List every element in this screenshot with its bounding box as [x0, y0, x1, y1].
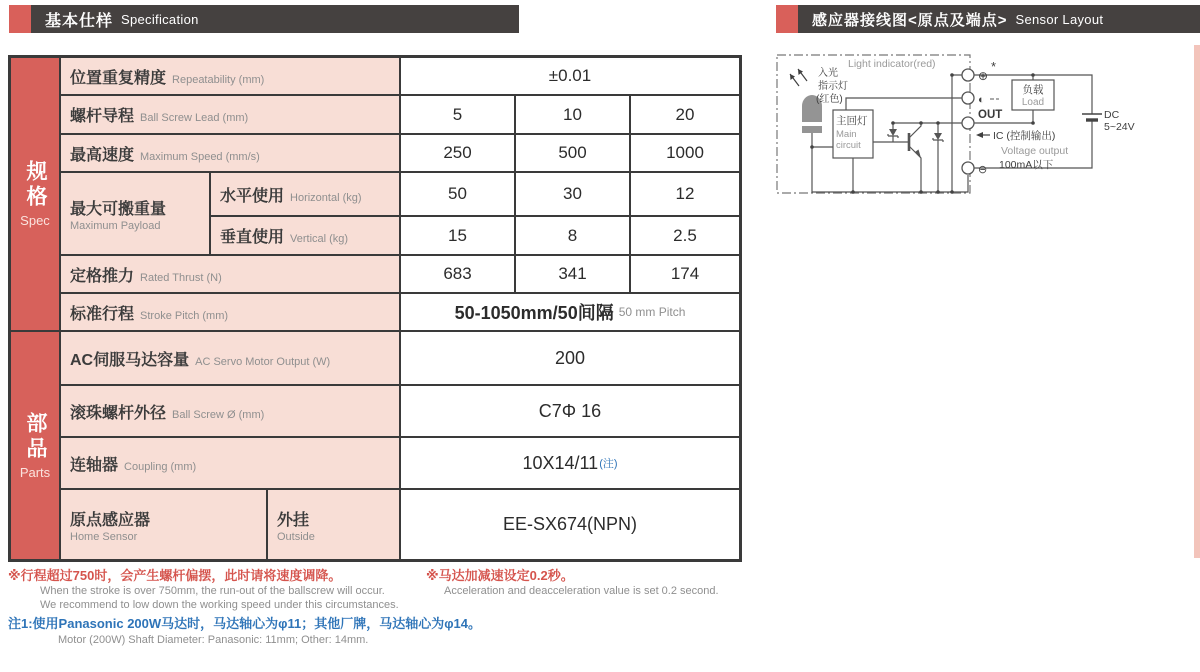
row-home-sensor-label	[60, 489, 267, 560]
sidebar-spec	[10, 57, 60, 331]
accel-note-zh: ※马达加减速设定0.2秒。	[426, 568, 574, 583]
value-coupling-text: 10X14/11	[522, 452, 599, 473]
value-coupling	[400, 437, 740, 489]
label-en: Rated Thrust (N)	[140, 271, 222, 284]
lamp-terminal-symbol: ◐	[978, 94, 985, 106]
minus-terminal-symbol: ⊖	[978, 164, 988, 176]
row-coupling-label	[60, 437, 400, 489]
label-zh: 位置重复精度	[70, 69, 167, 87]
stroke-note-zh: ※行程超过750时，会产生螺杆偏摆，此时请将速度调降。	[8, 568, 342, 583]
value-coupling-note-sup: (注)	[599, 458, 618, 470]
label-en: Ball Screw Ø (mm)	[172, 408, 265, 421]
sidebar-spec-zh: 规格	[24, 160, 47, 210]
label-zh: 最高速度	[70, 146, 135, 164]
terminal-circles	[962, 69, 974, 174]
label-en: Horizontal (kg)	[290, 191, 362, 204]
load-en: Load	[1021, 97, 1045, 108]
sensor-section-header	[776, 5, 1200, 33]
label-zh: 连轴器	[70, 456, 119, 474]
value-speed-3: 1000	[630, 134, 740, 172]
sidebar-parts-zh: 部品	[24, 411, 47, 462]
out-terminal-label: OUT	[978, 109, 1003, 121]
main-circuit-en1: Main	[836, 129, 857, 140]
value-lead-3: 20	[630, 95, 740, 134]
value-payload-v-2: 8	[515, 216, 630, 255]
in-light-label-3: (红色)	[816, 94, 843, 105]
transistor-emitter-arrow	[915, 150, 921, 159]
sidebar-parts	[10, 331, 60, 560]
accel-note	[426, 567, 753, 612]
row-lead-label	[60, 95, 400, 134]
row-stroke-label	[60, 293, 400, 331]
label-zh: 最大可搬重量	[70, 200, 167, 218]
in-light-label-1: 入光	[818, 68, 838, 79]
row-repeatability-label	[60, 57, 400, 95]
spec-section-header	[9, 5, 519, 33]
dc-voltage-label: 5~24V	[1104, 121, 1135, 133]
row-speed-label	[60, 134, 400, 172]
label-zh: 垂直使用	[220, 229, 285, 246]
light-indicator-label: Light indicator(red)	[848, 58, 936, 70]
label-en: Home Sensor	[70, 530, 138, 543]
footnotes	[8, 567, 753, 647]
label-en: Coupling (mm)	[124, 460, 197, 473]
label-zh: 定格推力	[70, 267, 135, 285]
sidebar-spec-en: Spec	[20, 213, 50, 228]
value-thrust-2: 341	[515, 255, 630, 293]
row-motor-label	[60, 331, 400, 385]
label-zh: 滚珠螺杆外径	[70, 404, 167, 422]
value-speed-1: 250	[400, 134, 515, 172]
value-payload-h-2: 30	[515, 172, 630, 216]
label-zh: AC伺服马达容量	[70, 351, 190, 369]
value-stroke	[400, 293, 740, 331]
current-limit-label: 100mA以下	[999, 159, 1054, 171]
specification-table	[8, 55, 742, 562]
sensor-wiring-diagram	[775, 48, 1195, 213]
load-zh: 负载	[1022, 84, 1044, 96]
label-en: AC Servo Motor Output (W)	[195, 355, 331, 368]
ic-arrow-head	[976, 132, 983, 138]
label-en: Vertical (kg)	[290, 233, 349, 245]
value-payload-v-3: 2.5	[630, 216, 740, 255]
value-lead-2: 10	[515, 95, 630, 134]
red-accent-square	[776, 5, 798, 33]
sensor-header-bar	[798, 5, 1200, 33]
main-circuit-zh: 主回灯	[836, 115, 868, 127]
value-stroke-en: 50 mm Pitch	[618, 305, 686, 319]
row-home-sensor-outside-label	[267, 489, 400, 560]
value-payload-h-1: 50	[400, 172, 515, 216]
label-en: Outside	[277, 530, 315, 543]
value-repeatability: ±0.01	[400, 57, 740, 95]
value-lead-1: 5	[400, 95, 515, 134]
main-circuit-en2: circuit	[836, 140, 861, 151]
row-thrust-label	[60, 255, 400, 293]
label-en: Maximum Speed (mm/s)	[140, 150, 260, 163]
spec-header-bar	[31, 5, 519, 33]
label-zh: 外挂	[277, 511, 310, 529]
label-en: Maximum Payload	[70, 219, 161, 232]
battery-icon	[1082, 114, 1102, 120]
value-thrust-1: 683	[400, 255, 515, 293]
stroke-note	[8, 567, 426, 612]
in-light-label-2: 指示灯	[818, 81, 848, 92]
stroke-note-en2: We recommend to low down the working speed under this circumstances.	[40, 599, 399, 611]
row-payload-vertical-label	[210, 216, 400, 255]
motor-note-zh: 注1:使用Panasonic 200W马达时，马达轴心为φ11；其他厂牌，马达轴心为φ14。	[8, 616, 481, 631]
asterisk-mark: *	[991, 59, 997, 74]
spec-header-title-zh: 基本仕样	[45, 12, 114, 30]
motor-note-en: Motor (200W) Shaft Diameter: Panasonic: 11mm; Other: 14mm.	[58, 634, 369, 646]
value-motor: 200	[400, 331, 740, 385]
page-edge-strip	[1194, 45, 1200, 558]
value-thrust-3: 174	[630, 255, 740, 293]
stroke-note-en1: When the stroke is over 750mm, the run-out of the ballscrew will occur.	[40, 585, 385, 597]
label-en: Stroke Pitch (mm)	[140, 309, 229, 322]
label-zh: 原点感应器	[70, 511, 151, 529]
ic-label: IC (控制输出)	[993, 130, 1056, 142]
label-zh: 标准行程	[70, 305, 135, 323]
value-home-sensor: EE-SX674(NPN)	[400, 489, 740, 560]
value-speed-2: 500	[515, 134, 630, 172]
plus-terminal-symbol: ⊕	[978, 69, 989, 83]
accel-note-en: Acceleration and deacceleration value is set 0.2 second.	[444, 585, 719, 597]
row-payload-horizontal-label	[210, 172, 400, 216]
row-screw-dia-label	[60, 385, 400, 437]
dc-label: DC	[1104, 109, 1120, 121]
label-zh: 水平使用	[220, 187, 285, 205]
voltage-output-label: Voltage output	[1001, 145, 1069, 157]
label-zh: 螺杆导程	[70, 108, 135, 125]
sensor-header-title-zh: 感应器接线图<原点及端点>	[812, 11, 1008, 29]
label-en: Ball Screw Lead (mm)	[140, 112, 249, 124]
value-stroke-zh: 50-1050mm/50间隔	[454, 303, 614, 323]
value-payload-v-1: 15	[400, 216, 515, 255]
spec-header-title-en: Specification	[121, 11, 199, 27]
row-payload-label	[60, 172, 210, 255]
sensor-header-title-en: Sensor Layout	[1015, 11, 1104, 27]
red-accent-square	[9, 5, 31, 33]
label-en: Repeatability (mm)	[172, 73, 265, 86]
sidebar-parts-en: Parts	[19, 464, 51, 480]
value-screw-dia: C7Φ 16	[400, 385, 740, 437]
value-payload-h-3: 12	[630, 172, 740, 216]
